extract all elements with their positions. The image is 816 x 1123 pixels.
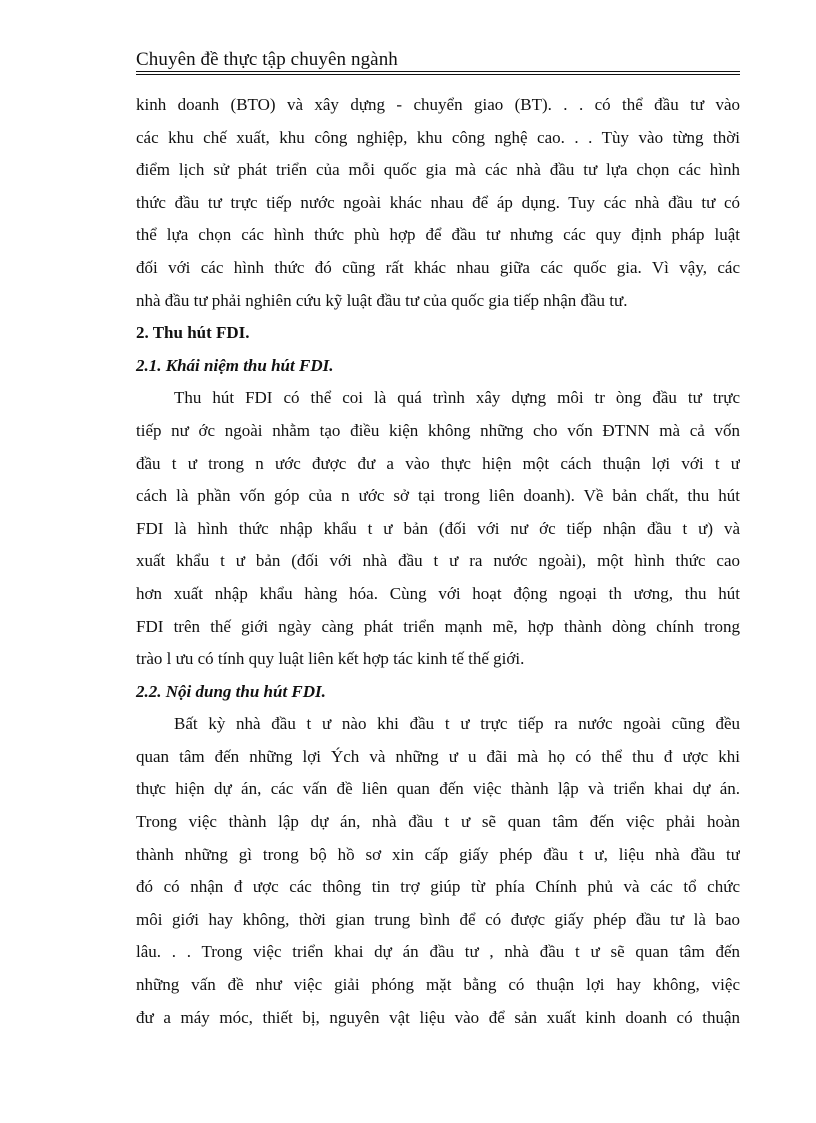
header-rule-bottom: [136, 74, 740, 75]
paragraph-3-line: môi giới hay không, thời gian trung bình để có được giấy phép đầu tư là bao: [136, 909, 740, 929]
paragraph-3-line: đư a máy móc, thiết bị, nguyên vật liệu vào để sản xuất kinh doanh có thuận: [136, 1007, 740, 1027]
paragraph-3-line: thành những gì trong bộ hồ sơ xin cấp giấy phép đầu t ư, liệu nhà đầu tư: [136, 844, 740, 864]
paragraph-3-line: quan tâm đến những lợi Ých và những ư u đãi mà họ có thể thu đ ược khi: [136, 746, 740, 766]
paragraph-2-line: cách là phần vốn góp của n ước sở tại trong liên doanh). Về bản chất, thu hút: [136, 486, 740, 506]
running-header: Chuyên đề thực tập chuyên ngành: [136, 49, 398, 70]
paragraph-1-line: thức đầu tư trực tiếp nước ngoài khác nhau để áp dụng. Tuy các nhà đầu tư có: [136, 192, 740, 212]
subsection-heading: 2.2. Nội dung thu hút FDI.: [136, 681, 326, 701]
paragraph-1-line: thể lựa chọn các hình thức phù hợp để đầu tư nhưng các quy định pháp luật: [136, 225, 740, 245]
paragraph-2-line: FDI trên thế giới ngày càng phát triển mạnh mẽ, hợp thành dòng chính trong: [136, 616, 740, 636]
paragraph-2-line: đầu t ư trong n ước được đư a vào thực hiện một cách thuận lợi với t ư: [136, 453, 740, 473]
paragraph-3-line: Trong việc thành lập dự án, nhà đầu t ư sẽ quan tâm đến việc phải hoàn: [136, 812, 740, 832]
subsection-heading: 2.1. Khái niệm thu hút FDI.: [136, 355, 334, 375]
paragraph-3-line: những vấn đề như việc giải phóng mặt bằng có thuận lợi hay không, việc: [136, 975, 740, 995]
paragraph-2-line: trào l ưu có tính quy luật liên kết hợp tác kinh tế thế giới.: [136, 649, 525, 669]
paragraph-1-line: đối với các hình thức đó cũng rất khác nhau giữa các quốc gia. Vì vậy, các: [136, 257, 740, 277]
paragraph-1-line: kinh doanh (BTO) và xây dựng - chuyển giao (BT). . . có thể đầu tư vào: [136, 95, 740, 114]
paragraph-3-line: lâu. . . Trong việc triển khai dự án đầu tư , nhà đầu t ư sẽ quan tâm đến: [136, 942, 740, 962]
paragraph-3-line: thực hiện dự án, các vấn đề liên quan đến việc thành lập và triển khai dự án.: [136, 779, 740, 799]
paragraph-1-line: các khu chế xuất, khu công nghiệp, khu công nghệ cao. . . Tùy vào từng thời: [136, 127, 740, 147]
paragraph-2-line: xuất khẩu t ư bản (đối với nhà đầu t ư ra nước ngoài), một hình thức cao: [136, 551, 740, 571]
header-rule-top: [136, 71, 740, 72]
section-heading: 2. Thu hút FDI.: [136, 323, 250, 343]
paragraph-2-line: Thu hút FDI có thể coi là quá trình xây dựng môi tr òng đầu tư trực: [174, 388, 740, 408]
paragraph-2-line: hơn xuất nhập khẩu hàng hóa. Cùng với hoạt động ngoại th ương, thu hút: [136, 583, 740, 603]
paragraph-2-line: tiếp nư ớc ngoài nhằm tạo điều kiện không những cho vốn ĐTNN mà cả vốn: [136, 420, 740, 440]
paragraph-1-line: nhà đầu tư phải nghiên cứu kỹ luật đầu tư của quốc gia tiếp nhận đầu tư.: [136, 290, 628, 310]
paragraph-3-line: Bất kỳ nhà đầu t ư nào khi đầu t ư trực tiếp ra nước ngoài cũng đều: [174, 714, 740, 734]
paragraph-2-line: FDI là hình thức nhập khẩu t ư bản (đối với nư ớc tiếp nhận đầu t ư) và: [136, 518, 740, 538]
body-text: [136, 89, 740, 1034]
paragraph-1-line: điểm lịch sử phát triển của mỗi quốc gia mà các nhà đầu tư lựa chọn các hình: [136, 160, 740, 180]
paragraph-3-line: đó có nhận đ ược các thông tin trợ giúp từ phía Chính phủ và các tổ chức: [136, 877, 740, 897]
